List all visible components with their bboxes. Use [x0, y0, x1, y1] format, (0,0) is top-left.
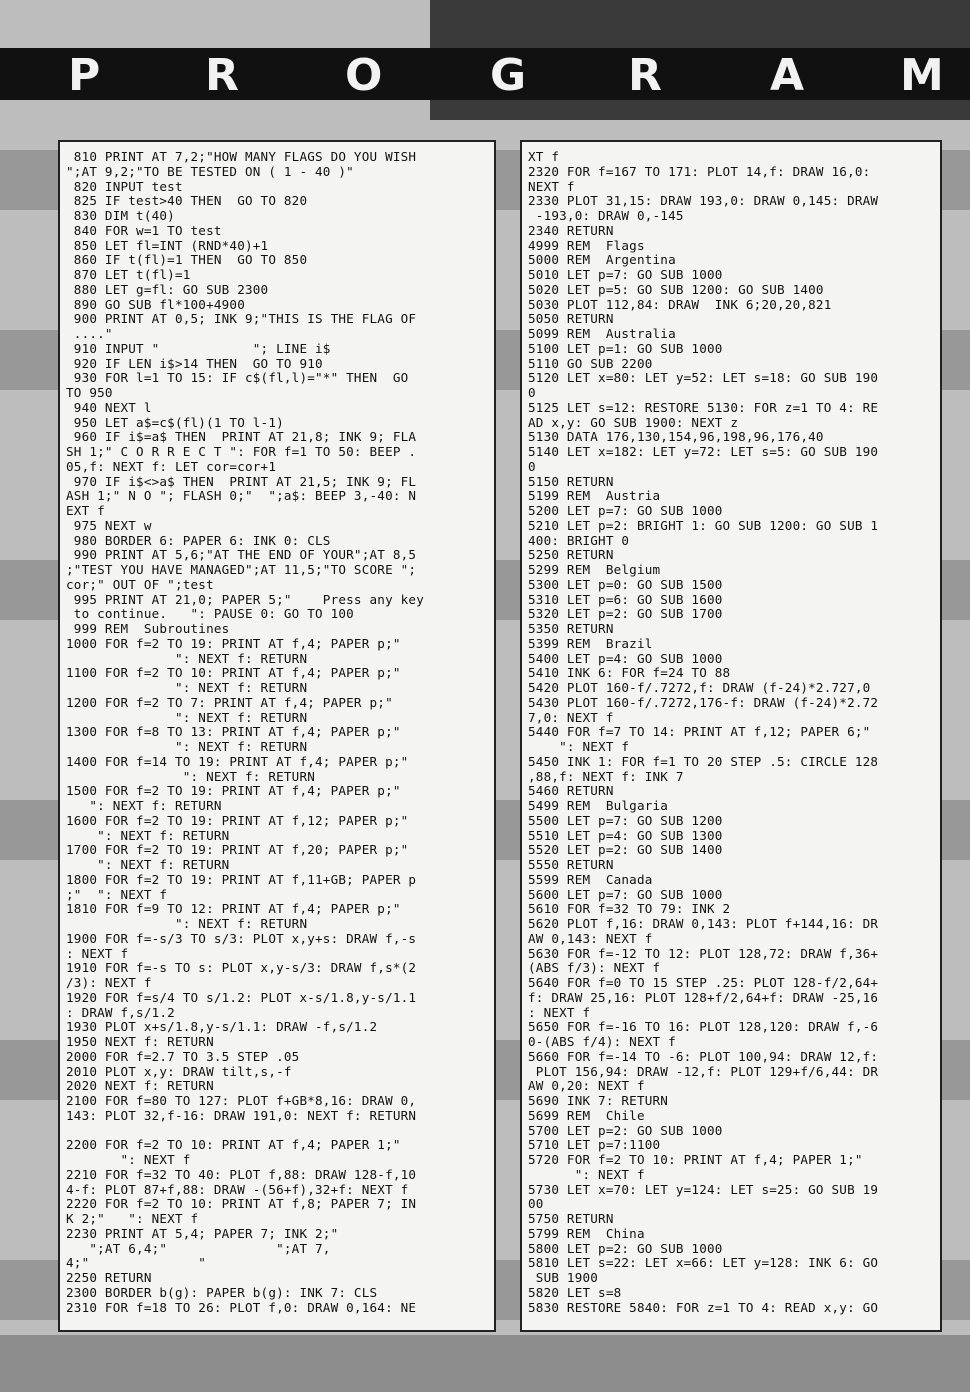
code-line: 2300 BORDER b(g): PAPER b(g): INK 7: CLS: [66, 1284, 378, 1300]
code-line: 900 PRINT AT 0,5; INK 9;"THIS IS THE FLAG OF: [66, 311, 417, 327]
code-line: SUB 1900: [528, 1270, 599, 1285]
code-line: 1300 FOR f=8 TO 13: PRINT AT f,4; PAPER p;": [66, 724, 401, 740]
code-line: 5299 REM Belgium: [528, 562, 661, 577]
code-line: 5110 GO SUB 2200: [528, 355, 653, 371]
code-line: 5800 LET p=2: GO SUB 1000: [528, 1240, 723, 1256]
code-line: 5250 RETURN: [528, 547, 614, 563]
code-line: cor;" OUT OF ";test: [66, 576, 214, 592]
code-line: 5520 LET p=2: GO SUB 1400: [528, 842, 723, 858]
code-line: ,88,f: NEXT f: INK 7: [528, 768, 684, 784]
code-line: 4;" ": [66, 1255, 207, 1271]
code-line: 2000 FOR f=2.7 TO 3.5 STEP .05: [66, 1048, 300, 1064]
code-line: 810 PRINT AT 7,2;"HOW MANY FLAGS DO YOU WISH: [66, 149, 417, 164]
code-line: ;" ": NEXT f: [66, 886, 168, 902]
code-line: 975 NEXT w: [66, 517, 152, 533]
code-line: 5820 LET s=8: [528, 1284, 622, 1300]
code-line: 00: [528, 1196, 544, 1212]
code-line: 2320 FOR f=167 TO 171: PLOT 14,f: DRAW 16,0:: [528, 163, 871, 179]
code-line: ": NEXT f: [528, 739, 630, 754]
code-line: 400: BRIGHT 0: [528, 532, 630, 548]
code-line: ";AT 9,2;"TO BE TESTED ON ( 1 - 40 )": [66, 163, 354, 179]
code-line: 5690 INK 7: RETURN: [528, 1093, 669, 1108]
code-line: 5320 LET p=2: GO SUB 1700: [528, 606, 723, 622]
code-line: 5020 LET p=5: GO SUB 1200: GO SUB 1400: [528, 281, 824, 297]
code-line: 5125 LET s=12: RESTORE 5130: FOR z=1 TO 4: RE: [528, 399, 879, 415]
banner-letter: O: [345, 50, 383, 101]
code-line: 5660 FOR f=-14 TO -6: PLOT 100,94: DRAW 12,f:: [528, 1048, 879, 1064]
code-line: 1600 FOR f=2 TO 19: PRINT AT f,12; PAPER p;": [66, 812, 409, 828]
code-line: 5830 RESTORE 5840: FOR z=1 TO 4: READ x,y: GO: [528, 1299, 879, 1315]
code-line: 7,0: NEXT f: [528, 709, 614, 725]
code-line: 820 INPUT test: [66, 178, 183, 194]
code-line: 850 LET fl=INT (RND*40)+1: [66, 237, 269, 253]
code-line: 5010 LET p=7: GO SUB 1000: [528, 267, 723, 282]
code-line: 5440 FOR f=7 TO 14: PRINT AT f,12; PAPER 6;": [528, 724, 871, 740]
code-line: 5640 FOR f=0 TO 15 STEP .25: PLOT 128-f/2,64+: [528, 975, 879, 990]
code-line: 5140 LET x=182: LET y=72: LET s=5: GO SUB 190: [528, 444, 879, 459]
code-line: : NEXT f: [66, 945, 129, 961]
code-line: 1920 FOR f=s/4 TO s/1.2: PLOT x-s/1.8,y-s/1.1: [66, 989, 417, 1005]
code-line: ": NEXT f: RETURN: [66, 916, 308, 931]
code-line: 05,f: NEXT f: LET cor=cor+1: [66, 458, 277, 474]
code-line: f: DRAW 25,16: PLOT 128+f/2,64+f: DRAW -25,16: [528, 989, 879, 1005]
code-line: 2200 FOR f=2 TO 10: PRINT AT f,4; PAPER 1;": [66, 1137, 401, 1153]
code-line: ": NEXT f: RETURN: [66, 650, 308, 666]
code-line: 940 NEXT l: [66, 399, 152, 415]
code-line: ASH 1;" N O "; FLASH 0;" ";a$: BEEP 3,-40: N: [66, 488, 417, 504]
code-line: 860 IF t(fl)=1 THEN GO TO 850: [66, 252, 308, 268]
code-line: TO 950: [66, 385, 113, 400]
code-line: 1200 FOR f=2 TO 7: PRINT AT f,4; PAPER p;": [66, 694, 393, 710]
code-line: 970 IF i$<>a$ THEN PRINT AT 21,5; INK 9; FL: [66, 473, 417, 489]
code-line: 4999 REM Flags: [528, 237, 645, 253]
code-line: ;"TEST YOU HAVE MANAGED";AT 11,5;"TO SCORE ";: [66, 562, 417, 577]
code-line: 930 FOR l=1 TO 15: IF c$(fl,l)="*" THEN GO: [66, 370, 409, 386]
code-line: 5599 REM Canada: [528, 871, 653, 887]
code-line: 5750 RETURN: [528, 1211, 614, 1226]
code-listing-right: [528, 150, 940, 1315]
code-line: 5499 REM Bulgaria: [528, 798, 669, 813]
code-line: 5099 REM Australia: [528, 326, 676, 341]
code-line: [66, 1124, 494, 1139]
code-line: ": NEXT f: RETURN: [66, 680, 308, 695]
code-line: 5030 PLOT 112,84: DRAW INK 6;20,20,821: [528, 296, 832, 312]
code-line: 840 FOR w=1 TO test: [66, 222, 222, 238]
banner-letter: R: [205, 50, 239, 101]
code-line: 1800 FOR f=2 TO 19: PRINT AT f,11+GB; PAPER p: [66, 871, 417, 887]
code-line: 5600 LET p=7: GO SUB 1000: [528, 886, 723, 902]
code-line: 1700 FOR f=2 TO 19: PRINT AT f,20; PAPER p;": [66, 842, 409, 858]
code-line: 2330 PLOT 31,15: DRAW 193,0: DRAW 0,145: DRAW: [528, 193, 879, 209]
code-line: 890 GO SUB fl*100+4900: [66, 296, 245, 312]
code-line: 2310 FOR f=18 TO 26: PLOT f,0: DRAW 0,164: NE: [66, 1299, 417, 1315]
code-line: 5350 RETURN: [528, 621, 614, 636]
code-line: 999 REM Subroutines: [66, 621, 230, 636]
code-line: 0: [528, 385, 536, 400]
code-line: 2220 FOR f=2 TO 10: PRINT AT f,8; PAPER 7; IN: [66, 1196, 417, 1212]
code-line: 1950 NEXT f: RETURN: [66, 1034, 214, 1049]
code-line: 5799 REM China: [528, 1225, 645, 1241]
code-line: /3): NEXT f: [66, 975, 152, 990]
code-line: PLOT 156,94: DRAW -12,f: PLOT 129+f/6,44: DR: [528, 1063, 879, 1079]
code-line: 1910 FOR f=-s TO s: PLOT x,y-s/3: DRAW f,s*(2: [66, 960, 417, 976]
code-line: 5399 REM Brazil: [528, 635, 653, 651]
code-line: 5120 LET x=80: LET y=52: LET s=18: GO SUB 190: [528, 370, 879, 386]
code-line: 995 PRINT AT 21,0; PAPER 5;" Press any key: [66, 591, 424, 607]
code-line: 2010 PLOT x,y: DRAW tilt,s,-f: [66, 1063, 292, 1079]
code-line: 5150 RETURN: [528, 473, 614, 489]
banner-letter: P: [68, 50, 101, 101]
banner-letter: M: [900, 50, 944, 101]
code-line: 5700 LET p=2: GO SUB 1000: [528, 1122, 723, 1138]
listing-left-column: [58, 140, 496, 1332]
code-line: 5720 FOR f=2 TO 10: PRINT AT f,4; PAPER 1;": [528, 1152, 863, 1167]
code-line: AD x,y: GO SUB 1900: NEXT z: [528, 414, 739, 430]
code-line: 5100 LET p=1: GO SUB 1000: [528, 340, 723, 356]
code-line: 5630 FOR f=-12 TO 12: PLOT 128,72: DRAW f,36+: [528, 945, 879, 961]
code-line: 5200 LET p=7: GO SUB 1000: [528, 503, 723, 518]
code-line: 0: [528, 458, 536, 474]
code-line: 980 BORDER 6: PAPER 6: INK 0: CLS: [66, 532, 331, 548]
code-line: 880 LET g=fl: GO SUB 2300: [66, 281, 269, 297]
code-line: 5810 LET s=22: LET x=66: LET y=128: INK 6: GO: [528, 1255, 879, 1271]
code-line: 5650 FOR f=-16 TO 16: PLOT 128,120: DRAW f,-6: [528, 1019, 879, 1035]
code-line: 5710 LET p=7:1100: [528, 1137, 661, 1153]
code-line: 825 IF test>40 THEN GO TO 820: [66, 193, 308, 209]
code-line: ": NEXT f: RETURN: [66, 857, 230, 872]
banner-letter: A: [770, 50, 805, 101]
code-line: 2100 FOR f=80 TO 127: PLOT f+GB*8,16: DRAW 0,: [66, 1093, 417, 1108]
code-line: (ABS f/3): NEXT f: [528, 960, 661, 976]
code-line: EXT f: [66, 503, 105, 518]
code-line: 2250 RETURN: [66, 1270, 152, 1285]
banner-letter: G: [490, 50, 527, 101]
code-line: ....": [66, 326, 113, 341]
code-line: 920 IF LEN i$>14 THEN GO TO 910: [66, 355, 323, 371]
code-line: 1930 PLOT x+s/1.8,y-s/1.1: DRAW -f,s/1.2: [66, 1019, 378, 1035]
code-line: 950 LET a$=c$(fl)(1 TO l-1): [66, 414, 284, 430]
bottom-strip: [0, 1335, 970, 1392]
code-line: 2230 PRINT AT 5,4; PAPER 7; INK 2;": [66, 1225, 339, 1241]
code-line: 990 PRINT AT 5,6;"AT THE END OF YOUR";AT 8,5: [66, 547, 417, 563]
program-banner: [0, 48, 970, 100]
code-line: 5610 FOR f=32 TO 79: INK 2: [528, 901, 731, 917]
code-line: ": NEXT f: RETURN: [66, 798, 222, 813]
code-line: -193,0: DRAW 0,-145: [528, 208, 684, 223]
code-line: 5450 INK 1: FOR f=1 TO 20 STEP .5: CIRCLE 128: [528, 753, 879, 769]
code-line: 2210 FOR f=32 TO 40: PLOT f,88: DRAW 128-f,10: [66, 1166, 417, 1182]
code-line: 5430 PLOT 160-f/.7272,176-f: DRAW (f-24)*2.72: [528, 694, 879, 710]
code-line: SH 1;" C O R R E C T ": FOR f=1 TO 50: BEEP .: [66, 444, 417, 459]
code-line: 5550 RETURN: [528, 857, 614, 872]
code-line: 1900 FOR f=-s/3 TO s/3: PLOT x,y+s: DRAW f,-s: [66, 930, 417, 946]
code-line: 5510 LET p=4: GO SUB 1300: [528, 827, 723, 843]
code-line: ": NEXT f: RETURN: [66, 827, 230, 843]
code-line: : NEXT f: [528, 1004, 591, 1020]
banner-letter: R: [628, 50, 662, 101]
code-line: 5420 PLOT 160-f/.7272,f: DRAW (f-24)*2.727,0: [528, 680, 871, 695]
code-line: 1810 FOR f=9 TO 12: PRINT AT f,4; PAPER p;": [66, 901, 401, 917]
code-line: ";AT 6,4;" ";AT 7,: [66, 1240, 331, 1256]
code-line: : DRAW f,s/1.2: [66, 1004, 175, 1020]
code-line: 960 IF i$=a$ THEN PRINT AT 21,8; INK 9; FLA: [66, 429, 417, 445]
code-line: to continue. ": PAUSE 0: GO TO 100: [66, 606, 354, 622]
code-line: 5620 PLOT f,16: DRAW 0,143: PLOT f+144,16: DR: [528, 916, 879, 931]
code-line: 5730 LET x=70: LET y=124: LET s=25: GO SUB 19: [528, 1181, 879, 1197]
code-line: 143: PLOT 32,f-16: DRAW 191,0: NEXT f: RETURN: [66, 1107, 417, 1123]
code-line: 5130 DATA 176,130,154,96,198,96,176,40: [528, 429, 824, 445]
code-line: 1000 FOR f=2 TO 19: PRINT AT f,4; PAPER p;": [66, 635, 401, 651]
code-line: 830 DIM t(40): [66, 208, 175, 223]
listing-right-column: [520, 140, 942, 1332]
code-line: 5400 LET p=4: GO SUB 1000: [528, 650, 723, 666]
code-line: 5000 REM Argentina: [528, 252, 676, 268]
code-line: 0-(ABS f/4): NEXT f: [528, 1034, 676, 1049]
code-line: 1500 FOR f=2 TO 19: PRINT AT f,4; PAPER p;": [66, 783, 401, 799]
code-line: 5699 REM Chile: [528, 1107, 645, 1123]
code-line: 910 INPUT " "; LINE i$: [66, 340, 331, 356]
code-line: 2020 NEXT f: RETURN: [66, 1078, 214, 1094]
code-line: 5410 INK 6: FOR f=24 TO 88: [528, 665, 731, 681]
code-line: K 2;" ": NEXT f: [66, 1211, 199, 1226]
code-line: 5500 LET p=7: GO SUB 1200: [528, 812, 723, 828]
code-listing-left: [66, 150, 494, 1315]
code-line: 5210 LET p=2: BRIGHT 1: GO SUB 1200: GO SUB 1: [528, 517, 879, 533]
code-line: 5199 REM Austria: [528, 488, 661, 504]
code-line: AW 0,143: NEXT f: [528, 930, 653, 946]
code-line: 5050 RETURN: [528, 311, 614, 327]
code-line: 5300 LET p=0: GO SUB 1500: [528, 576, 723, 592]
code-line: NEXT f: [528, 178, 575, 194]
code-line: 870 LET t(fl)=1: [66, 267, 191, 282]
code-line: 2340 RETURN: [528, 222, 614, 238]
code-line: ": NEXT f: RETURN: [66, 768, 316, 784]
code-line: ": NEXT f: [66, 1152, 191, 1167]
code-line: AW 0,20: NEXT f: [528, 1078, 645, 1094]
code-line: 4-f: PLOT 87+f,88: DRAW -(56+f),32+f: NEXT f: [66, 1181, 409, 1197]
code-line: 5310 LET p=6: GO SUB 1600: [528, 591, 723, 607]
code-line: 5460 RETURN: [528, 783, 614, 799]
code-line: 1400 FOR f=14 TO 19: PRINT AT f,4; PAPER p;": [66, 753, 409, 769]
code-line: ": NEXT f: RETURN: [66, 709, 308, 725]
code-line: 1100 FOR f=2 TO 10: PRINT AT f,4; PAPER p;": [66, 665, 401, 681]
code-line: ": NEXT f: RETURN: [66, 739, 308, 754]
code-line: ": NEXT f: [528, 1166, 645, 1182]
code-line: XT f: [528, 149, 560, 164]
